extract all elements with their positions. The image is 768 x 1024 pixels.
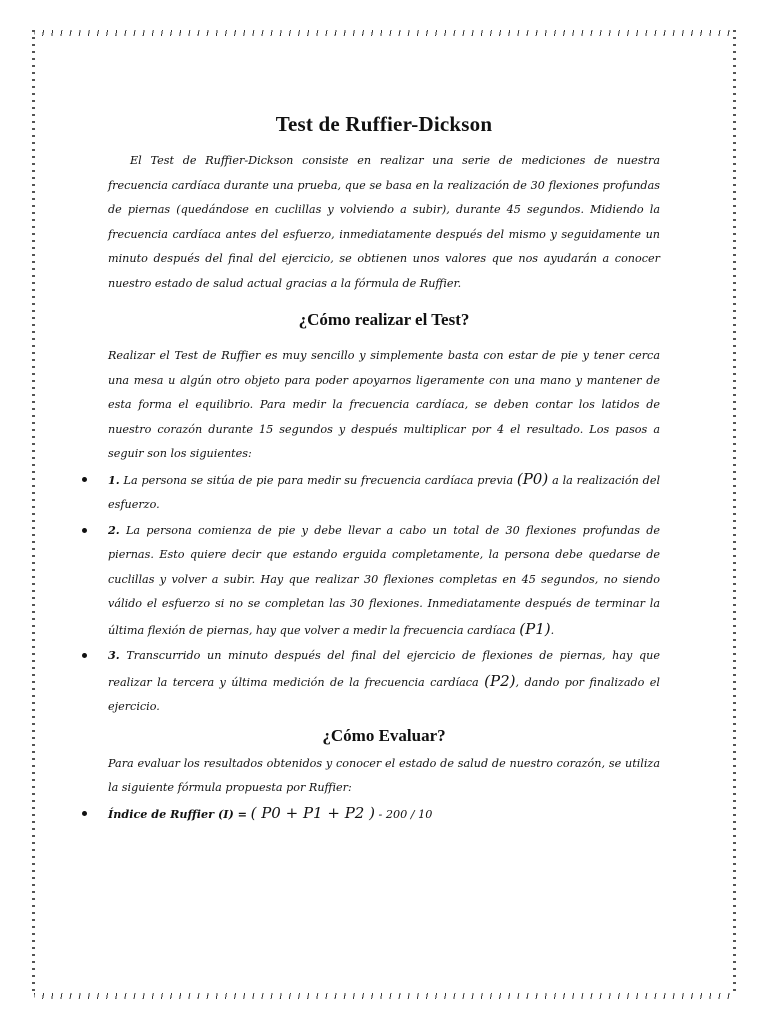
document-body	[108, 112, 660, 827]
formula-label: Índice de Ruffier (I) =	[108, 806, 248, 821]
page-border-right	[733, 30, 736, 996]
eval-heading: ¿Cómo Evaluar?	[322, 725, 446, 745]
formula-list	[108, 801, 660, 828]
list-item	[108, 801, 660, 828]
page-border-top	[34, 30, 734, 36]
measurement-code: (P1)	[519, 619, 551, 638]
step-text: La persona se sitúa de pie para medir su frecuencia cardíaca previa	[123, 473, 513, 487]
list-item	[108, 643, 660, 720]
step-number: 1.	[108, 472, 120, 487]
eval-paragraph: Para evaluar los resultados obtenidos y conocer el estado de salud de nuestro corazón, se utiliza la siguiente fórmula propuesta por Ruffier:	[108, 756, 660, 794]
step-text-tail: , dando por finalizado el ejercicio.	[108, 675, 660, 713]
page-border-bottom	[34, 993, 734, 999]
bullet-icon	[82, 811, 87, 816]
how-heading: ¿Cómo realizar el Test?	[298, 310, 470, 329]
measurement-code: (P2)	[484, 671, 516, 690]
list-item	[108, 518, 660, 644]
step-text-tail: .	[550, 623, 555, 637]
bullet-icon	[82, 653, 87, 658]
page-border-left	[32, 30, 35, 996]
measurement-code: (P0)	[516, 469, 549, 488]
document-title: Test de Ruffier-Dickson	[275, 112, 493, 136]
step-text: Transcurrido un minuto después del final del ejercicio de flexiones de piernas, hay que realizar la tercera y última medición de la frecuencia cardíaca	[108, 649, 660, 689]
step-text: La persona comienza de pie y debe llevar a cabo un total de 30 flexiones profundas de piernas. Esto quiere decir que estando erguida completamente, la persona debe quedarse de cuclillas y volver a subir. Hay que realizar 30 flexiones completas en 45 segundos, no siendo válido el esfuerzo si no se completan las 30 flexiones. Inmediatamente después de terminar la última flexión de piernas, hay que volver a medir la frecuencia cardíaca	[108, 523, 660, 637]
formula-expression: ( P0 + P1 + P2 )	[250, 803, 375, 822]
how-paragraph: Realizar el Test de Ruffier es muy sencillo y simplemente basta con estar de pie y tener cerca una mesa u algún otro objeto para poder apoyarnos ligeramente con una mano y mantener de esta forma el equilibrio. Para medir la frecuencia cardíaca, se deben contar los latidos de nuestro corazón durante 15 segundos y después multiplicar por 4 el resultado. Los pasos a seguir son los siguientes:	[108, 349, 660, 460]
bullet-icon	[82, 477, 87, 482]
list-item	[108, 467, 660, 518]
step-text-tail: a la realización del esfuerzo.	[108, 473, 661, 511]
step-number: 2.	[108, 522, 120, 537]
steps-list	[108, 467, 660, 720]
intro-paragraph: El Test de Ruffier-Dickson consiste en realizar una serie de mediciones de nuestra frecuencia cardíaca durante una prueba, que se basa en la realización de 30 flexiones profundas de piernas (quedándose en cuclillas y volviendo a subir), durante 45 segundos. Midiendo la frecuencia cardíaca antes del esfuerzo, inmediatamente después del mismo y seguidamente un minuto después del final del ejercicio, se obtienen unos valores que nos ayudarán a conocer nuestro estado de salud actual gracias a la fórmula de Ruffier.	[108, 154, 660, 290]
formula-tail: - 200 / 10	[378, 807, 433, 821]
bullet-icon	[82, 528, 87, 533]
step-number: 3.	[108, 648, 120, 662]
